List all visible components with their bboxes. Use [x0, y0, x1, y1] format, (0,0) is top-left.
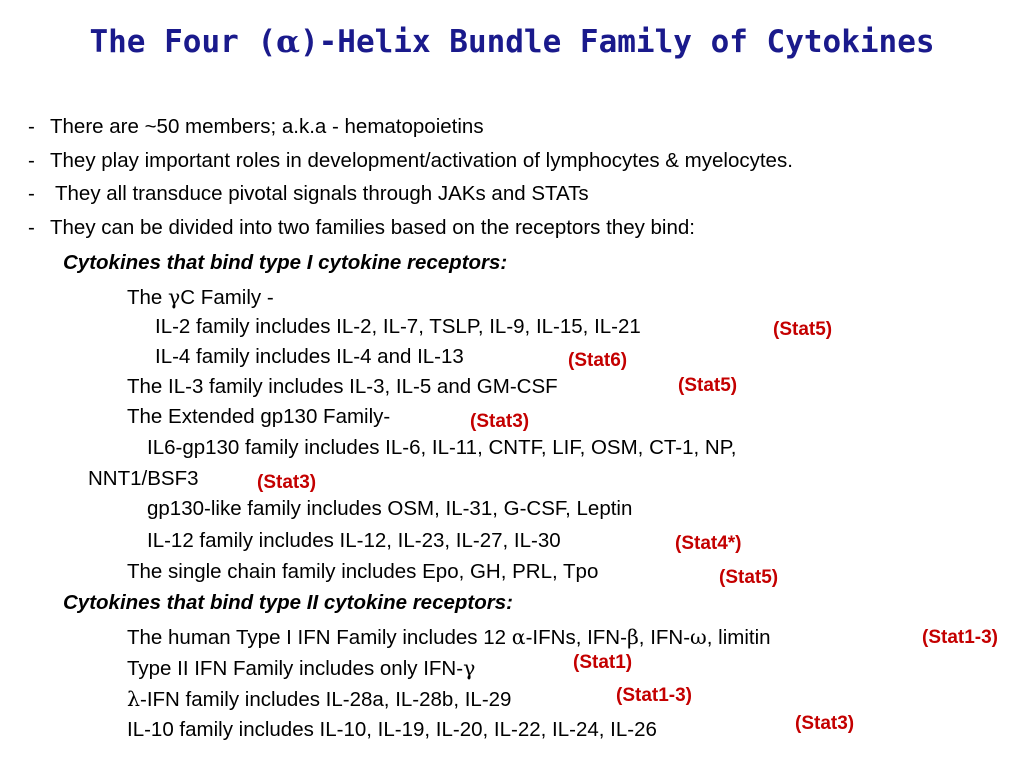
ifn-text: The human Type I IFN Family includes 12 — [127, 626, 512, 649]
type1-heading: Cytokines that bind type I cytokine receptors: — [63, 251, 508, 274]
ifn-text: , limitin — [706, 626, 771, 649]
il6-family-cont: NNT1/BSF3 — [88, 467, 199, 490]
gp130-like-family: gp130-like family includes OSM, IL-31, G-CSF, Leptin — [147, 497, 633, 520]
bullet-members: There are ~50 members; a.k.a - hematopoietins — [50, 115, 484, 138]
slide-title — [0, 24, 1024, 60]
lambda-symbol: λ — [127, 687, 140, 711]
gamma-symbol: γ — [463, 656, 476, 680]
alpha-symbol: α — [511, 625, 526, 649]
il3-family: The IL-3 family includes IL-3, IL-5 and GM-CSF — [127, 375, 558, 398]
title-part: The Four ( — [89, 24, 277, 60]
beta-symbol: β — [626, 625, 639, 649]
il6-family: IL6-gp130 family includes IL-6, IL-11, CNTF, LIF, OSM, CT-1, NP, — [147, 436, 737, 459]
gp130-family: The Extended gp130 Family- — [127, 405, 391, 428]
ifn-text: Type II IFN Family includes only IFN- — [127, 657, 464, 680]
stat-label: (Stat1-3) — [616, 685, 693, 706]
ifn-text: , IFN- — [638, 626, 691, 649]
stat-label: (Stat3) — [257, 472, 317, 493]
il2-family: IL-2 family includes IL-2, IL-7, TSLP, IL-9, IL-15, IL-21 — [155, 315, 641, 338]
ifn-text: -IFNs, IFN- — [525, 626, 627, 649]
il4-family: IL-4 family includes IL-4 and IL-13 — [155, 345, 464, 368]
title-part: )-Helix Bundle Family of Cytokines — [299, 24, 935, 60]
type2-ifn-family — [127, 656, 475, 681]
stat-label: (Stat1-3) — [922, 627, 999, 648]
stat-label: (Stat5) — [719, 567, 779, 588]
omega-symbol: ω — [690, 625, 707, 649]
il10-family: IL-10 family includes IL-10, IL-19, IL-20, IL-22, IL-24, IL-26 — [127, 718, 657, 741]
bullet-dash: - — [28, 149, 35, 172]
stat-label: (Stat1) — [573, 652, 633, 673]
stat-label: (Stat3) — [470, 411, 530, 432]
il12-family: IL-12 family includes IL-12, IL-23, IL-27, IL-30 — [147, 529, 561, 552]
gamma-c-family — [127, 285, 274, 310]
bullet-dash: - — [28, 115, 35, 138]
gc-text: The — [127, 286, 169, 309]
stat-label: (Stat5) — [773, 319, 833, 340]
type1-ifn-family — [127, 625, 771, 650]
bullet-signals: They all transduce pivotal signals through JAKs and STATs — [55, 182, 589, 205]
lambda-ifn-family — [127, 687, 511, 712]
bullet-dash: - — [28, 216, 35, 239]
gamma-symbol: γ — [168, 285, 181, 309]
bullet-divided: They can be divided into two families based on the receptors they bind: — [50, 216, 695, 239]
type2-heading: Cytokines that bind type II cytokine receptors: — [63, 591, 513, 614]
ifn-text: -IFN family includes IL-28a, IL-28b, IL-29 — [140, 688, 512, 711]
stat-label: (Stat4*) — [675, 533, 742, 554]
stat-label: (Stat3) — [795, 713, 855, 734]
bullet-dash: - — [28, 182, 35, 205]
gc-text: C Family - — [180, 286, 274, 309]
bullet-roles: They play important roles in development/activation of lymphocytes & myelocytes. — [50, 149, 793, 172]
single-chain-family: The single chain family includes Epo, GH, PRL, Tpo — [127, 560, 599, 583]
alpha-symbol: α — [276, 24, 300, 60]
stat-label: (Stat5) — [678, 375, 738, 396]
stat-label: (Stat6) — [568, 350, 628, 371]
